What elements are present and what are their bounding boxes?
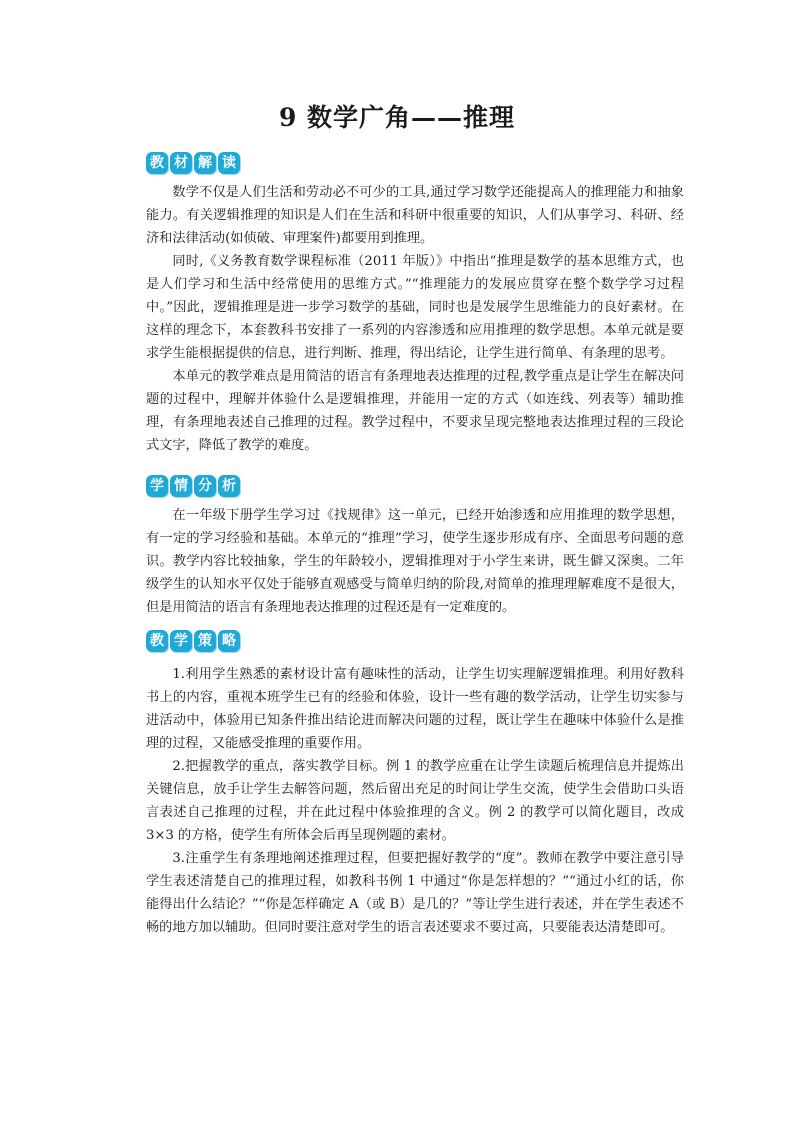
paragraph: 同时,《义务教育数学课程标准（2011 年版）》中指出“推理是数学的基本思维方式，也是人们学习和生活中经常使用的思维方式。”“推理能力的发展应贯穿在整个数学学习过程中。”因此，逻辑推理是进一步学习数学的基础，同时也是发展学生思维能力的良好素材。在这样的理念下，本套教科书安排了一系列的内容渗透和应用推理的数学思想。本单元就是要求学生能根据提供的信息，进行判断、推理，得出结论，让学生进行简单、有条理的思考。: [146, 254, 684, 361]
heading-char: 教: [146, 152, 168, 174]
section-heading-teaching-strategy: [146, 627, 242, 655]
section-body-student-analysis: [146, 504, 684, 619]
heading-char: 学: [170, 630, 192, 652]
heading-char: 分: [194, 475, 216, 497]
heading-char: 读: [218, 152, 240, 174]
paragraph: 3.注重学生有条理地阐述推理过程，但要把握好教学的“度”。教师在教学中要注意引导学生表述清楚自己的推理过程，如教科书例 1 中通过“你是怎样想的？”“通过小红的话，你能得出什么结论？”“你是怎样确定 A（或 B）是几的？”等让学生进行表述，并在学生表述不畅的地方加以辅助。但同时要注意对学生的语言表述要求不要过高，只要能表达清楚即可。: [146, 851, 684, 935]
heading-char: 析: [218, 475, 240, 497]
heading-char: 学: [146, 475, 168, 497]
heading-char: 策: [194, 630, 216, 652]
section-body-teaching-strategy: [146, 663, 684, 939]
heading-char: 略: [218, 630, 240, 652]
paragraph: 1.利用学生熟悉的素材设计富有趣味性的活动，让学生切实理解逻辑推理。利用好教科书上的内容，重视本班学生已有的经验和体验，设计一些有趣的数学活动，让学生切实参与进活动中，体验用已知条件推出结论进而解决问题的过程，既让学生在趣味中体验什么是推理的过程，又能感受推理的重要作用。: [146, 667, 684, 751]
section-heading-textbook-reading: [146, 149, 242, 177]
heading-char: 材: [170, 152, 192, 174]
heading-char: 情: [170, 475, 192, 497]
section-body-textbook-reading: [146, 181, 684, 457]
paragraph: 在一年级下册学生学习过《找规律》这一单元，已经开始渗透和应用推理的数学思想，有一定的学习经验和基础。本单元的“推理”学习，使学生逐步形成有序、全面思考问题的意识。教学内容比较抽象，学生的年龄较小，逻辑推理对于小学生来讲，既生僻又深奥。二年级学生的认知水平仅处于能够直观感受与简单归纳的阶段,对简单的推理理解难度不是很大，但是用简洁的语言有条理地表达推理的过程还是有一定难度的。: [146, 508, 684, 615]
heading-char: 教: [146, 630, 168, 652]
paragraph: 本单元的教学难点是用简洁的语言有条理地表达推理的过程,教学重点是让学生在解决问题的过程中，理解并体验什么是逻辑推理，并能用一定的方式（如连线、列表等）辅助推理，有条理地表述自己推理的过程。教学过程中，不要求呈现完整地表达推理过程的三段论式文字，降低了教学的难度。: [146, 369, 684, 453]
section-heading-student-analysis: [146, 472, 242, 500]
heading-char: 解: [194, 152, 216, 174]
paragraph: 数学不仅是人们生活和劳动必不可少的工具,通过学习数学还能提高人的推理能力和抽象能力。有关逻辑推理的知识是人们在生活和科研中很重要的知识，人们从事学习、科研、经济和法律活动(如侦破、审理案件)都要用到推理。: [146, 185, 684, 246]
paragraph: 2.把握教学的重点，落实教学目标。例 1 的教学应重在让学生读题后梳理信息并提炼出关键信息，放手让学生去解答问题，然后留出充足的时间让学生交流，使学生会借助口头语言表述自己推理的过程，并在此过程中体验推理的含义。例 2 的教学可以简化题目，改成 3×3 的方格，使学生有所体会后再呈现例题的素材。: [146, 759, 684, 843]
page-title: 9 数学广角——推理: [278, 103, 516, 132]
